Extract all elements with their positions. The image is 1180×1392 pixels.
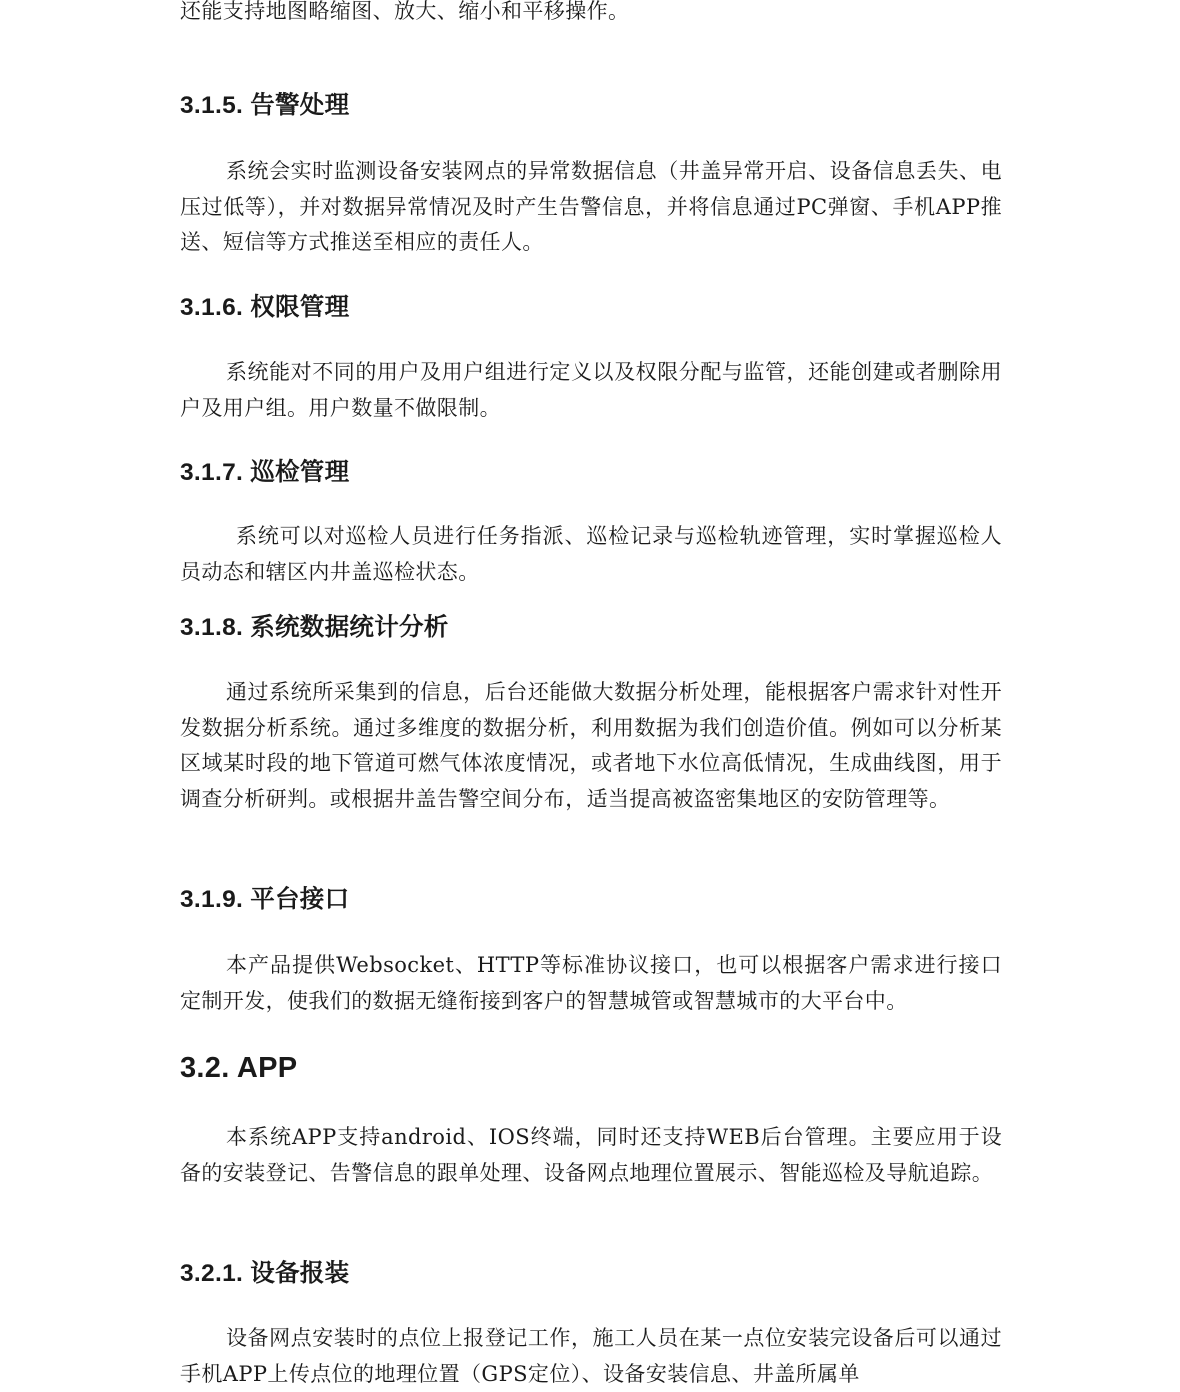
paragraph-permission-management: 系统能对不同的用户及用户组进行定义以及权限分配与监管，还能创建或者删除用户及用户组。用户数量不做限制。 (180, 360, 1002, 420)
heading-3-1-8: 3.1.8. 系统数据统计分析 (180, 614, 449, 641)
heading-3-1-5: 3.1.5. 告警处理 (180, 92, 350, 119)
heading-3-1-9: 3.1.9. 平台接口 (180, 886, 350, 913)
paragraph-device-installation: 设备网点安装时的点位上报登记工作，施工人员在某一点位安装完设备后可以通过手机APP上传点位的地理位置（GPS定位）、设备安装信息、井盖所属单 (180, 1326, 1002, 1386)
paragraph-platform-interface: 本产品提供Websocket、HTTP等标准协议接口，也可以根据客户需求进行接口定制开发，使我们的数据无缝衔接到客户的智慧城管或智慧城市的大平台中。 (180, 953, 1002, 1013)
paragraph-inspection-management: 系统可以对巡检人员进行任务指派、巡检记录与巡检轨迹管理，实时掌握巡检人员动态和辖区内井盖巡检状态。 (180, 524, 1002, 584)
paragraph-alarm-handling: 系统会实时监测设备安装网点的异常数据信息（井盖异常开启、设备信息丢失、电压过低等），并对数据异常情况及时产生告警信息，并将信息通过PC弹窗、手机APP推送、短信等方式推送至相应的责任人。 (180, 159, 1002, 254)
paragraph-app: 本系统APP支持android、IOS终端，同时还支持WEB后台管理。主要应用于设备的安装登记、告警信息的跟单处理、设备网点地理位置展示、智能巡检及导航追踪。 (180, 1125, 1002, 1185)
heading-3-1-6: 3.1.6. 权限管理 (180, 294, 350, 321)
heading-3-2: 3.2. APP (180, 1052, 298, 1084)
heading-3-2-1: 3.2.1. 设备报装 (180, 1260, 350, 1287)
paragraph-continued: 还能支持地图略缩图、放大、缩小和平移操作。 (180, 0, 630, 23)
paragraph-data-statistics: 通过系统所采集到的信息，后台还能做大数据分析处理，能根据客户需求针对性开发数据分析系统。通过多维度的数据分析，利用数据为我们创造价值。例如可以分析某区域某时段的地下管道可燃气体浓度情况，或者地下水位高低情况，生成曲线图，用于调查分析研判。或根据井盖告警空间分布，适当提高被盗密集地区的安防管理等。 (180, 680, 1002, 811)
heading-3-1-7: 3.1.7. 巡检管理 (180, 459, 350, 486)
